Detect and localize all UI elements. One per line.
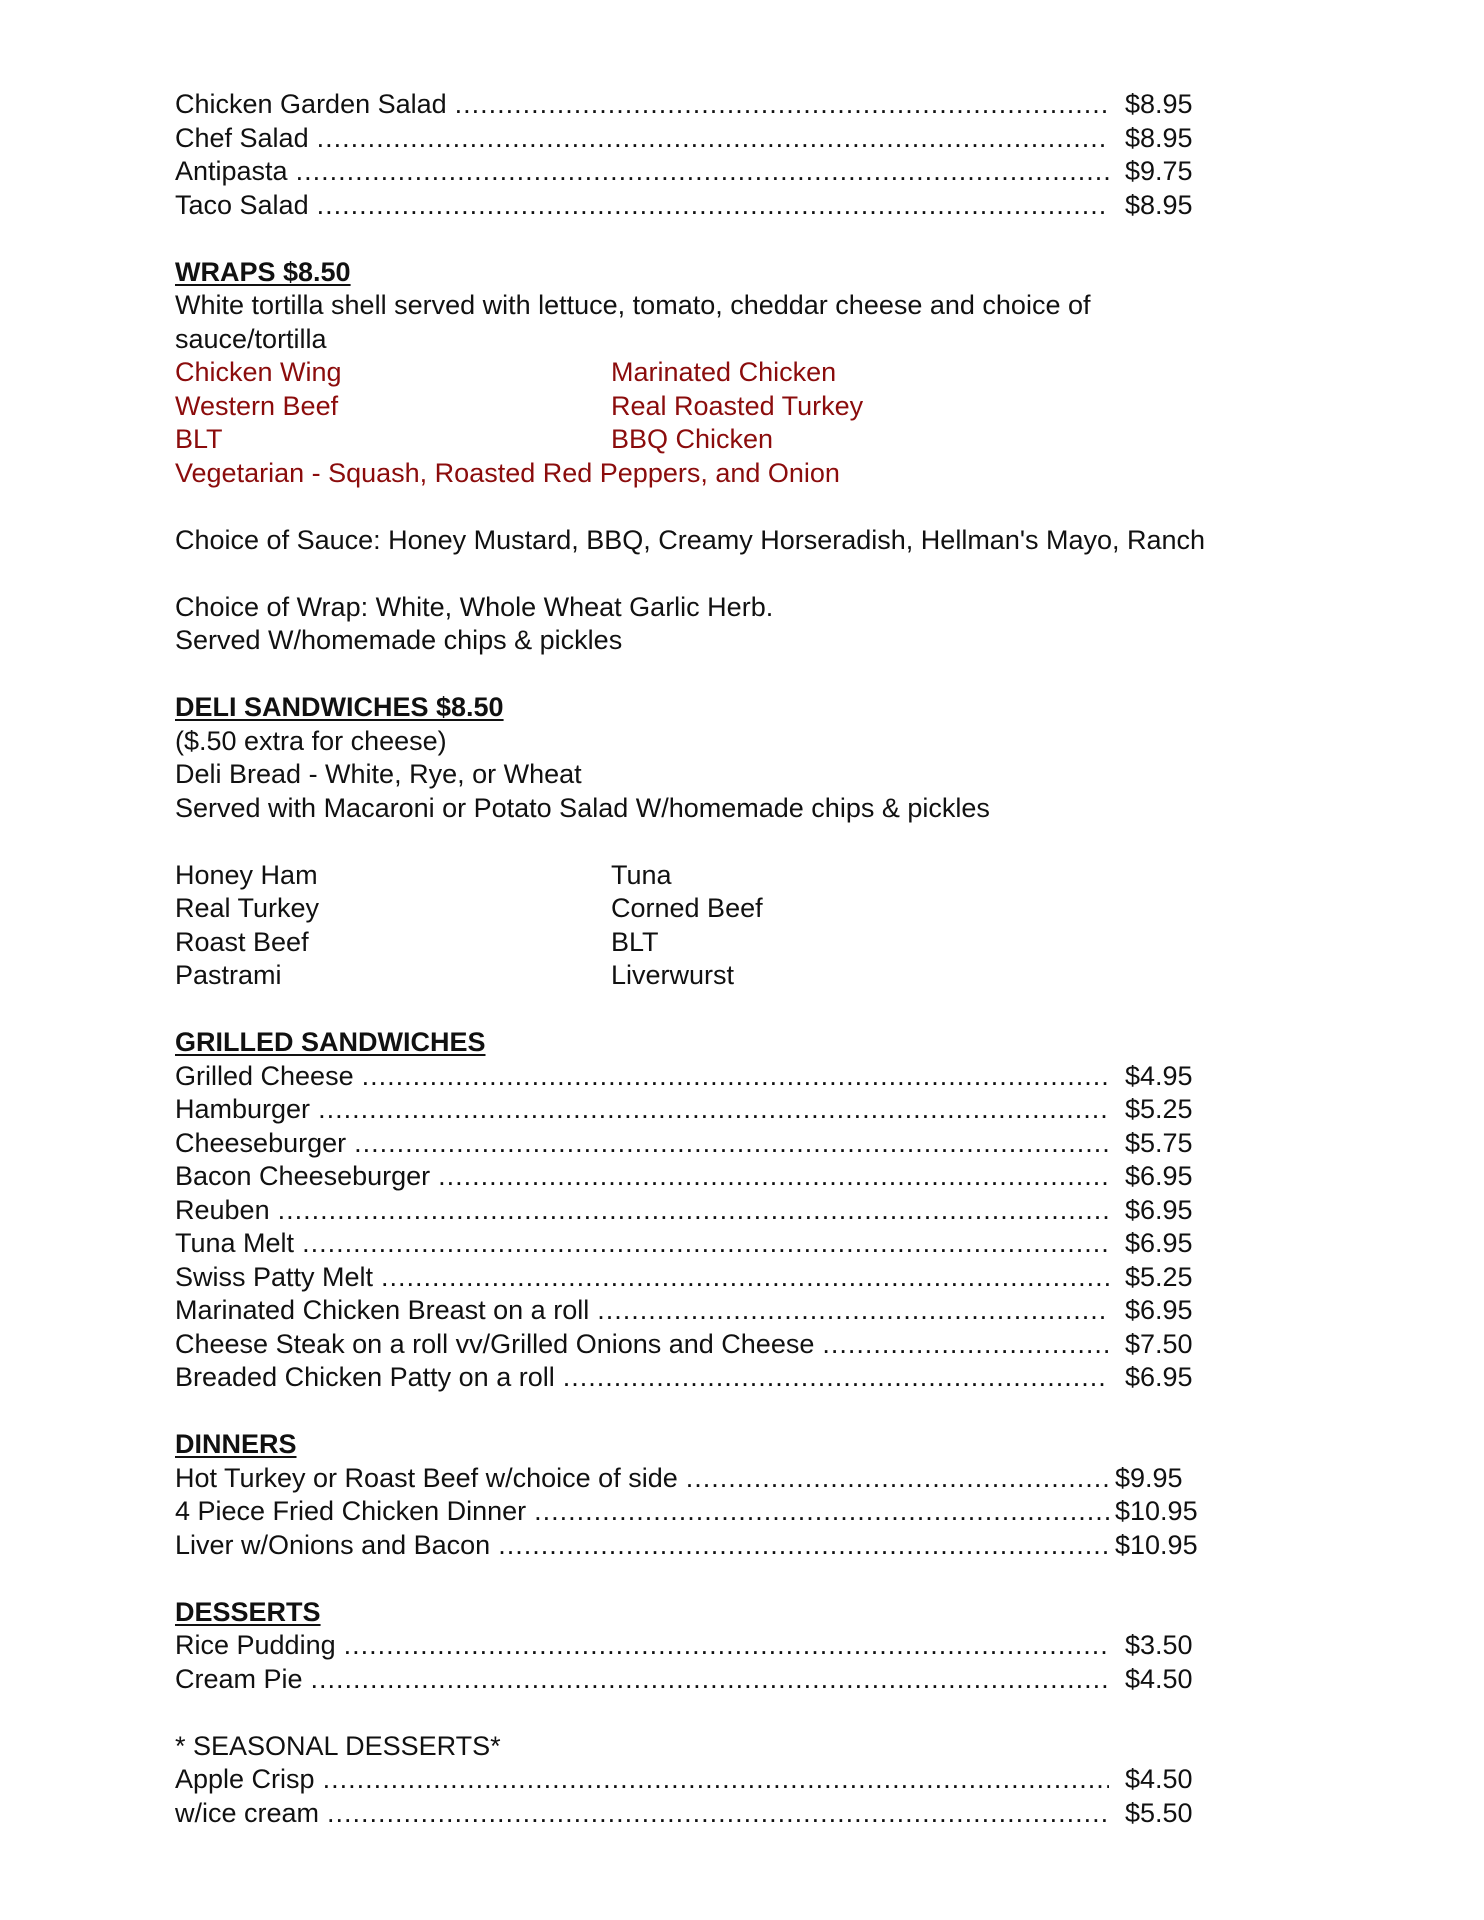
dot-leader bbox=[822, 1328, 1109, 1362]
menu-item-row bbox=[175, 155, 1215, 189]
dot-leader bbox=[498, 1529, 1109, 1563]
menu-item-price: $6.95 bbox=[1125, 1228, 1193, 1258]
dot-leader bbox=[455, 88, 1109, 122]
dot-leader bbox=[317, 189, 1109, 223]
menu-item-row bbox=[175, 1294, 1215, 1328]
dot-leader bbox=[327, 1797, 1109, 1831]
dinners-section bbox=[175, 1428, 1315, 1562]
dot-leader bbox=[323, 1763, 1109, 1797]
spacer bbox=[175, 825, 1315, 859]
dot-leader bbox=[344, 1629, 1109, 1663]
deli-item: Liverwurst bbox=[611, 960, 735, 990]
wrap-item: Western Beef bbox=[175, 390, 339, 421]
dot-leader bbox=[278, 1194, 1109, 1228]
spacer bbox=[175, 557, 1315, 591]
dot-leader bbox=[302, 1227, 1109, 1261]
dot-leader bbox=[318, 1093, 1109, 1127]
menu-item-price: $4.50 bbox=[1125, 1663, 1193, 1694]
menu-item-row bbox=[175, 1629, 1215, 1663]
menu-item-price: $8.95 bbox=[1125, 89, 1193, 119]
menu-item-row bbox=[175, 1127, 1215, 1161]
spacer bbox=[175, 1562, 1315, 1596]
dot-leader bbox=[317, 122, 1109, 156]
menu-item-name: Liver w/Onions and Bacon bbox=[175, 1529, 491, 1560]
menu-item-price: $9.95 bbox=[1115, 1462, 1183, 1493]
wrap-item: Chicken Wing bbox=[175, 357, 342, 387]
menu-item-name: Cream Pie bbox=[175, 1663, 303, 1694]
grilled-section bbox=[175, 1026, 1315, 1395]
dot-leader bbox=[686, 1462, 1109, 1496]
menu-item-row bbox=[175, 1763, 1215, 1797]
deli-item: Honey Ham bbox=[175, 859, 318, 890]
menu-item-row bbox=[175, 122, 1215, 156]
menu-item-price: $3.50 bbox=[1125, 1630, 1193, 1660]
menu-item-row bbox=[175, 1060, 1215, 1094]
menu-item-name: Rice Pudding bbox=[175, 1630, 336, 1660]
wraps-item-grid bbox=[175, 356, 1315, 457]
spacer bbox=[175, 658, 1315, 692]
deli-item: Tuna bbox=[611, 859, 672, 890]
dot-leader bbox=[563, 1361, 1109, 1395]
wrap-item: BLT bbox=[175, 424, 223, 454]
menu-item-price: $5.25 bbox=[1125, 1261, 1193, 1292]
deli-item: Pastrami bbox=[175, 960, 282, 990]
wraps-heading: WRAPS $8.50 bbox=[175, 256, 351, 287]
menu-item-price: $8.95 bbox=[1125, 122, 1193, 153]
menu-item-row bbox=[175, 1462, 1215, 1496]
menu-item-name: 4 Piece Fried Chicken Dinner bbox=[175, 1496, 527, 1526]
wraps-section bbox=[175, 256, 1315, 658]
spacer bbox=[175, 222, 1315, 256]
menu-item-name: Breaded Chicken Patty on a roll bbox=[175, 1362, 555, 1392]
wraps-description: White tortilla shell served with lettuce, tomato, cheddar cheese and choice of sauce/tortilla bbox=[175, 290, 1091, 354]
desserts-heading: DESSERTS bbox=[175, 1596, 321, 1627]
dot-leader bbox=[362, 1060, 1109, 1094]
deli-served-with: Served with Macaroni or Potato Salad W/homemade chips & pickles bbox=[175, 792, 990, 823]
grilled-heading: GRILLED SANDWICHES bbox=[175, 1027, 486, 1057]
menu-item-price: $9.75 bbox=[1125, 156, 1193, 186]
spacer bbox=[175, 993, 1315, 1027]
wraps-served-with: Served W/homemade chips & pickles bbox=[175, 625, 623, 655]
menu-item-name: Chef Salad bbox=[175, 122, 309, 153]
menu-item-row bbox=[175, 1261, 1215, 1295]
wrap-item: BBQ Chicken bbox=[611, 424, 774, 454]
menu-item-row bbox=[175, 1194, 1215, 1228]
deli-item-grid bbox=[175, 859, 1315, 993]
deli-cheese-note: ($.50 extra for cheese) bbox=[175, 725, 447, 756]
deli-item: Roast Beef bbox=[175, 926, 309, 957]
menu-item-name: Reuben bbox=[175, 1194, 270, 1225]
deli-section bbox=[175, 691, 1315, 993]
menu-item-price: $6.95 bbox=[1125, 1362, 1193, 1392]
dot-leader bbox=[381, 1261, 1109, 1295]
menu-item-name: Hot Turkey or Roast Beef w/choice of side bbox=[175, 1462, 678, 1493]
dot-leader bbox=[311, 1663, 1109, 1697]
menu-item-name: w/ice cream bbox=[175, 1797, 320, 1828]
desserts-section bbox=[175, 1596, 1315, 1831]
menu-item-row bbox=[175, 88, 1215, 122]
menu-item-name: Chicken Garden Salad bbox=[175, 89, 447, 119]
spacer bbox=[175, 1395, 1315, 1429]
menu-item-row bbox=[175, 189, 1215, 223]
dot-leader bbox=[438, 1160, 1109, 1194]
menu-item-price: $5.75 bbox=[1125, 1127, 1193, 1158]
menu-item-name: Bacon Cheeseburger bbox=[175, 1161, 431, 1191]
menu-item-price: $5.25 bbox=[1125, 1094, 1193, 1124]
menu-item-name: Hamburger bbox=[175, 1094, 311, 1124]
menu-item-name: Cheese Steak on a roll vv/Grilled Onions and Cheese bbox=[175, 1328, 815, 1359]
menu-item-price: $10.95 bbox=[1115, 1529, 1198, 1560]
menu-item-name: Antipasta bbox=[175, 156, 288, 186]
menu-item-row bbox=[175, 1663, 1215, 1697]
salads-section bbox=[175, 88, 1315, 222]
menu-item-price: $6.95 bbox=[1125, 1194, 1193, 1225]
menu-item-price: $10.95 bbox=[1115, 1496, 1198, 1526]
menu-item-name: Swiss Patty Melt bbox=[175, 1261, 374, 1292]
menu-item-name: Taco Salad bbox=[175, 189, 309, 220]
seasonal-desserts-heading: * SEASONAL DESSERTS* bbox=[175, 1730, 501, 1761]
menu-item-name: Grilled Cheese bbox=[175, 1060, 354, 1091]
wrap-item: Real Roasted Turkey bbox=[611, 390, 864, 421]
menu-item-row bbox=[175, 1529, 1215, 1563]
menu-item-name: Apple Crisp bbox=[175, 1764, 315, 1794]
dot-leader bbox=[296, 155, 1109, 189]
menu-item-row bbox=[175, 1227, 1215, 1261]
menu-item-row bbox=[175, 1160, 1215, 1194]
menu-page bbox=[175, 88, 1315, 1830]
dot-leader bbox=[354, 1127, 1109, 1161]
menu-item-row bbox=[175, 1093, 1215, 1127]
deli-heading: DELI SANDWICHES $8.50 bbox=[175, 692, 504, 722]
wraps-sauce-choices: Choice of Sauce: Honey Mustard, BBQ, Creamy Horseradish, Hellman's Mayo, Ranch bbox=[175, 524, 1206, 555]
deli-item: BLT bbox=[611, 926, 659, 957]
spacer bbox=[175, 490, 1315, 524]
deli-bread-options: Deli Bread - White, Rye, or Wheat bbox=[175, 759, 582, 789]
wrap-item: Marinated Chicken bbox=[611, 357, 837, 387]
menu-item-row bbox=[175, 1495, 1215, 1529]
menu-item-name: Cheeseburger bbox=[175, 1127, 347, 1158]
menu-item-price: $6.95 bbox=[1125, 1295, 1193, 1325]
menu-item-price: $4.50 bbox=[1125, 1764, 1193, 1794]
menu-item-row bbox=[175, 1361, 1215, 1395]
menu-item-row bbox=[175, 1797, 1215, 1831]
wrap-vegetarian-item: Vegetarian - Squash, Roasted Red Peppers, and Onion bbox=[175, 457, 840, 488]
menu-item-price: $4.95 bbox=[1125, 1060, 1193, 1091]
menu-item-price: $6.95 bbox=[1125, 1161, 1193, 1191]
dinners-heading: DINNERS bbox=[175, 1429, 297, 1459]
menu-item-name: Tuna Melt bbox=[175, 1228, 295, 1258]
menu-item-price: $7.50 bbox=[1125, 1328, 1193, 1359]
dot-leader bbox=[534, 1495, 1109, 1529]
menu-item-price: $5.50 bbox=[1125, 1797, 1193, 1828]
menu-item-row bbox=[175, 1328, 1215, 1362]
deli-item: Real Turkey bbox=[175, 893, 320, 923]
spacer bbox=[175, 1696, 1315, 1730]
menu-item-price: $8.95 bbox=[1125, 189, 1193, 220]
dot-leader bbox=[597, 1294, 1109, 1328]
deli-item: Corned Beef bbox=[611, 893, 763, 923]
wraps-wrap-choices: Choice of Wrap: White, Whole Wheat Garlic Herb. bbox=[175, 591, 774, 622]
menu-item-name: Marinated Chicken Breast on a roll bbox=[175, 1295, 590, 1325]
